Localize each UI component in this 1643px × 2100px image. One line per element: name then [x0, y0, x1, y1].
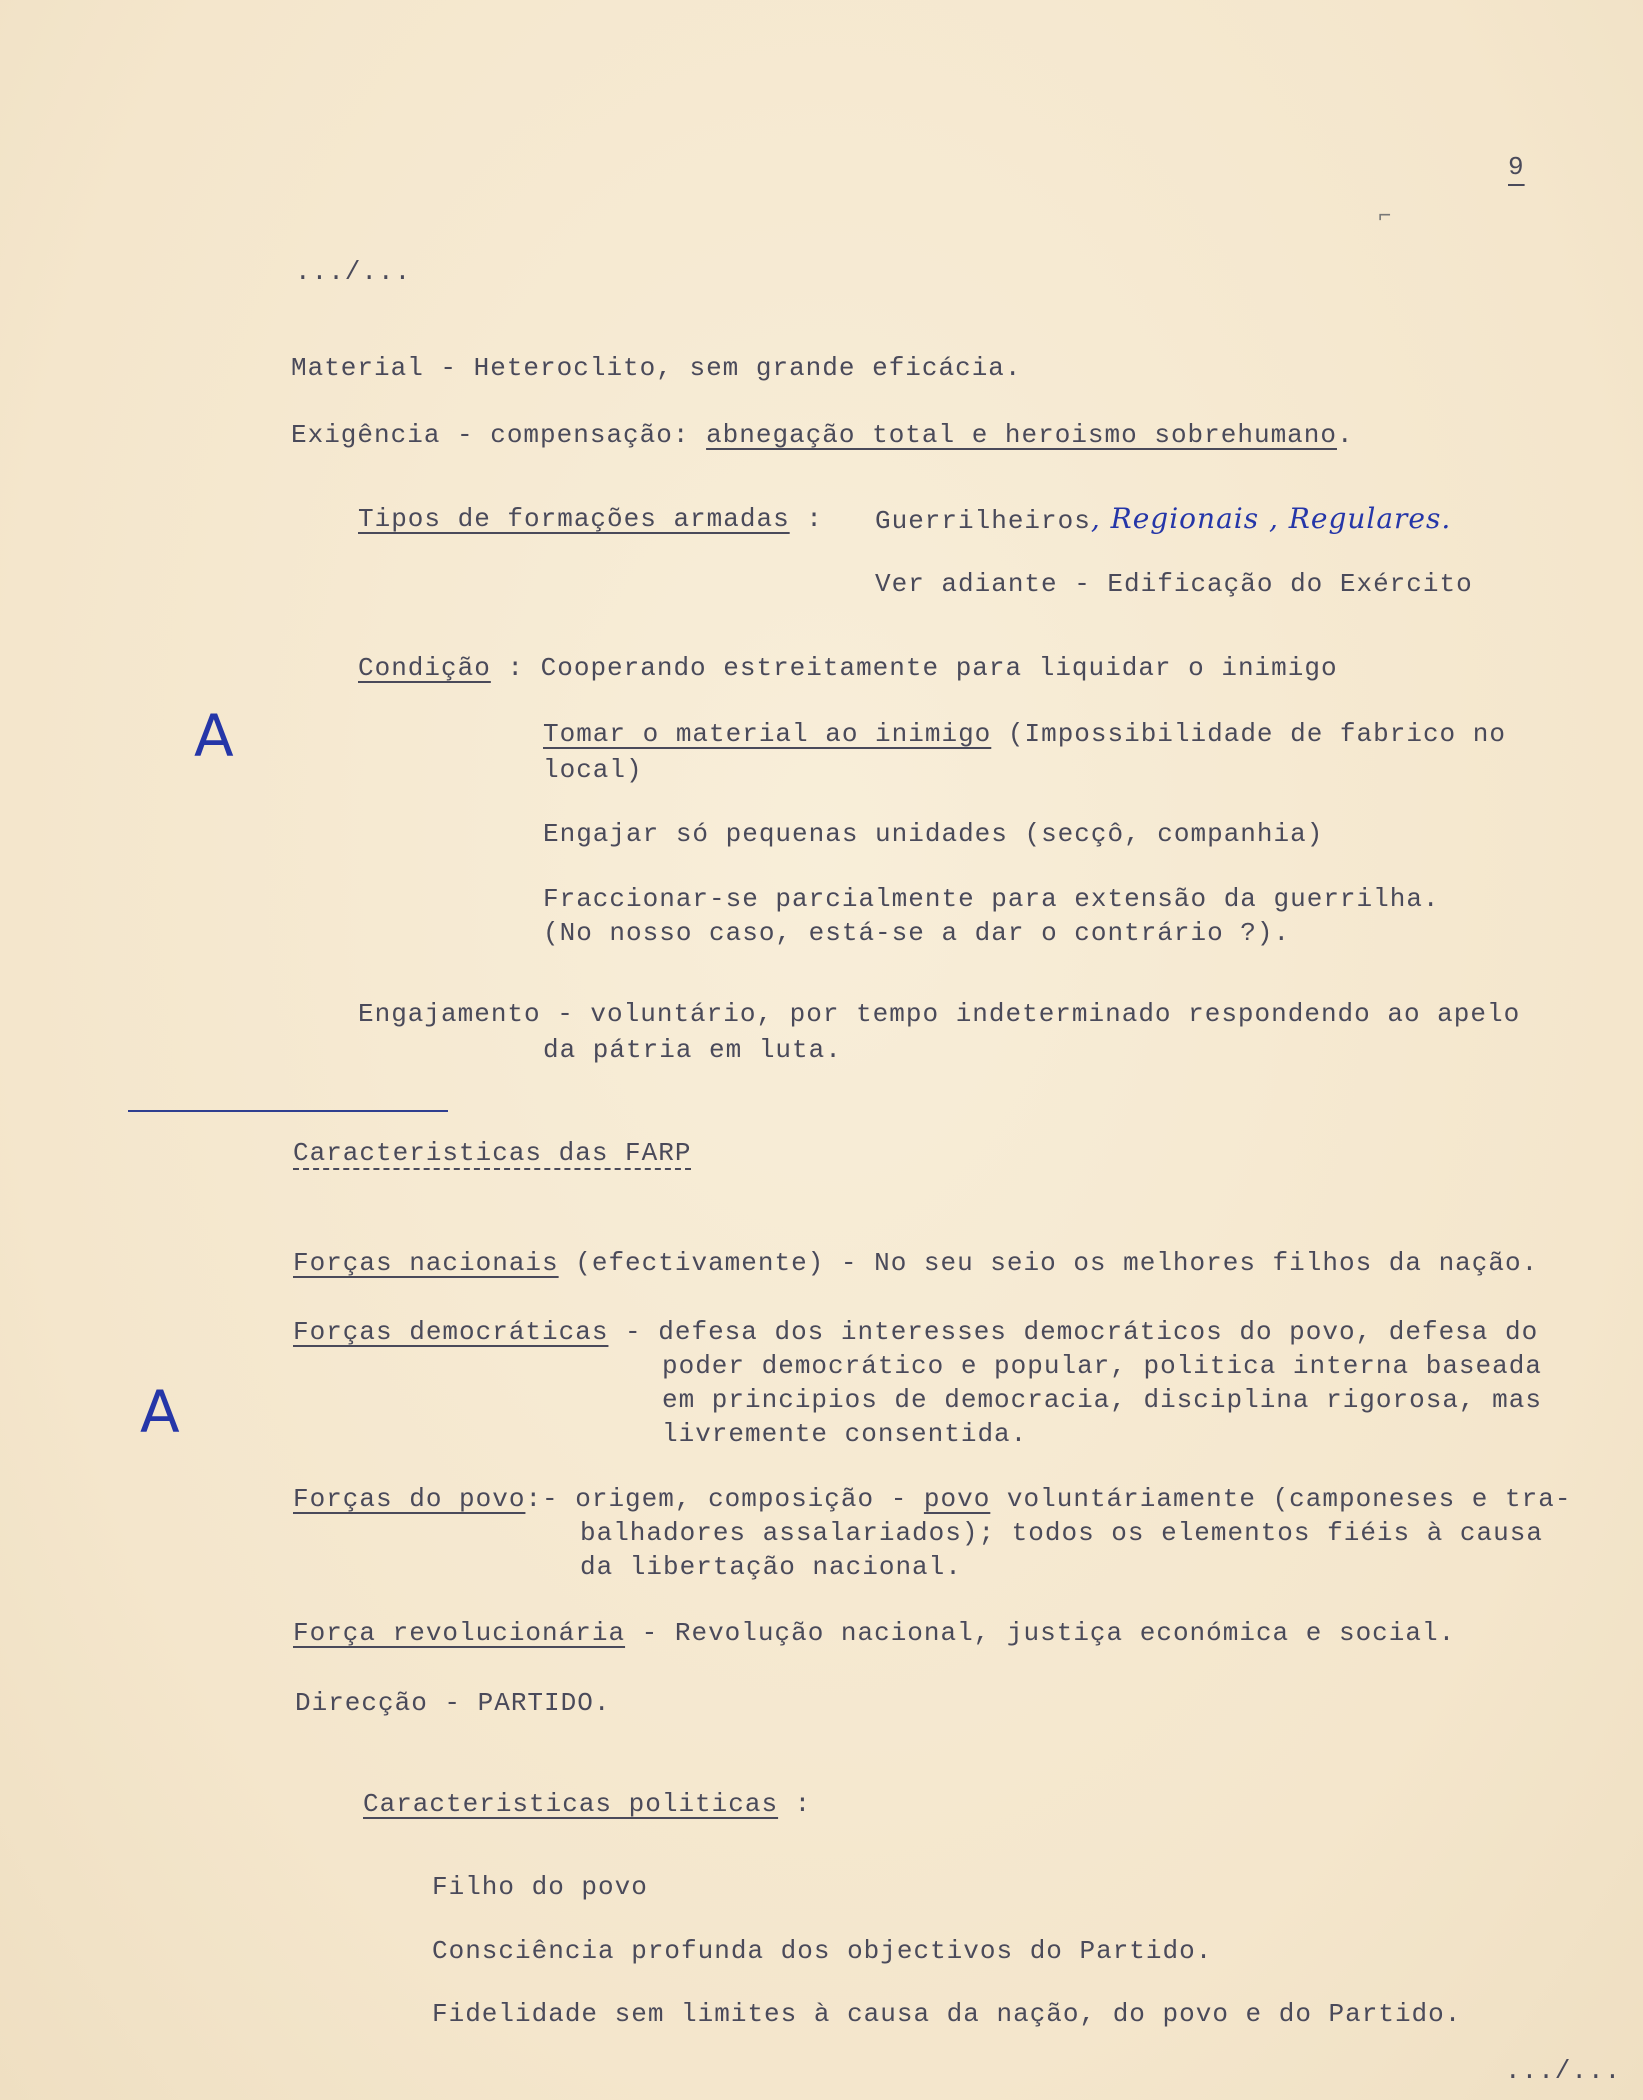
- line-forca-revolucionaria: [293, 1616, 1455, 1650]
- line-democraticas-3: em principios de democracia, disciplina rigorosa, mas: [662, 1385, 1542, 1415]
- line-forcas-democraticas: [293, 1315, 1538, 1349]
- line-forcas-povo: [293, 1482, 1571, 1516]
- nacionais-label: Forças nacionais: [293, 1248, 559, 1278]
- line-condicao: [358, 651, 1338, 685]
- exigencia-underlined: abnegação total e heroismo sobrehumano: [706, 420, 1337, 450]
- tipos-handwritten-note: , Regionais , Regulares.: [1090, 502, 1452, 535]
- page-number: 9: [1508, 152, 1525, 182]
- line-ver-adiante: Ver adiante - Edificação do Exército: [875, 569, 1473, 599]
- povo-1b: povo: [923, 1484, 991, 1514]
- line-caracteristicas-politicas: [363, 1787, 811, 1821]
- line-fraccionar-2: (No nosso caso, está-se a dar o contrário ?).: [543, 918, 1291, 948]
- nacionais-rest: (efectivamente) - No seu seio os melhores filhos da nação.: [558, 1248, 1539, 1278]
- tipos-value: Guerrilheiros: [875, 506, 1091, 536]
- line-fraccionar-1: Fraccionar-se parcialmente para extensão da guerrilha.: [543, 884, 1440, 914]
- revolucionaria-label: Força revolucionária: [293, 1618, 626, 1648]
- line-povo-3: da libertação nacional.: [580, 1552, 962, 1582]
- condicao-value: : Cooperando estreitamente para liquidar o inimigo: [490, 653, 1338, 683]
- line-direccao: Direcção - PARTIDO.: [295, 1688, 611, 1718]
- revolucionaria-rest: - Revolução nacional, justiça económica e social.: [625, 1618, 1456, 1648]
- line-filho: Filho do povo: [432, 1872, 648, 1902]
- exigencia-end: .: [1336, 420, 1354, 450]
- condicao-label: Condição: [358, 653, 491, 683]
- povo-label: Forças do povo: [293, 1484, 526, 1514]
- heading-caracteristicas-farp: Caracteristicas das FARP: [293, 1138, 692, 1168]
- povo-1a: :- origem, composição -: [525, 1484, 924, 1514]
- tipos-label: Tipos de formações armadas: [358, 504, 790, 534]
- pen-rule-line: [128, 1110, 448, 1112]
- line-engajamento-2: da pátria em luta.: [543, 1035, 842, 1065]
- line-consciencia: Consciência profunda dos objectivos do Partido.: [432, 1936, 1213, 1966]
- line-fidelidade: Fidelidade sem limites à causa da nação, do povo e do Partido.: [432, 1999, 1462, 2029]
- tipos-colon: :: [789, 504, 823, 534]
- politicas-label: Caracteristicas politicas: [363, 1789, 779, 1819]
- line-tomar: [543, 717, 1506, 751]
- margin-mark-a-2: A: [140, 1378, 180, 1446]
- democraticas-1: - defesa dos interesses democráticos do povo, defesa do: [608, 1317, 1539, 1347]
- continuation-top: .../...: [295, 257, 412, 287]
- margin-mark-a-1: A: [194, 702, 234, 770]
- line-engajamento-1: Engajamento - voluntário, por tempo indeterminado respondendo ao apelo: [358, 999, 1521, 1029]
- line-material: Material - Heteroclito, sem grande eficácia.: [291, 353, 1022, 383]
- povo-1c: voluntáriamente (camponeses e tra-: [990, 1484, 1572, 1514]
- tipos-value-line: [875, 502, 1451, 538]
- line-tipos: [358, 502, 823, 536]
- corner-tick-mark: ⌐: [1378, 204, 1393, 229]
- line-povo-2: balhadores assalariados); todos os elementos fiéis à causa: [580, 1518, 1543, 1548]
- exigencia-lead: Exigência - compensação:: [291, 420, 707, 450]
- tomar-rest: (Impossibilidade de fabrico no: [991, 719, 1506, 749]
- line-tomar-2: local): [543, 755, 643, 785]
- politicas-colon: :: [778, 1789, 812, 1819]
- line-forcas-nacionais: [293, 1246, 1538, 1280]
- line-engajar: Engajar só pequenas unidades (secçô, companhia): [543, 819, 1324, 849]
- line-democraticas-2: poder democrático e popular, politica interna baseada: [662, 1351, 1542, 1381]
- continuation-bottom: .../...: [1505, 2056, 1622, 2086]
- line-democraticas-4: livremente consentida.: [662, 1419, 1028, 1449]
- tomar-underlined: Tomar o material ao inimigo: [543, 719, 992, 749]
- democraticas-label: Forças democráticas: [293, 1317, 609, 1347]
- line-exigencia: [291, 418, 1354, 452]
